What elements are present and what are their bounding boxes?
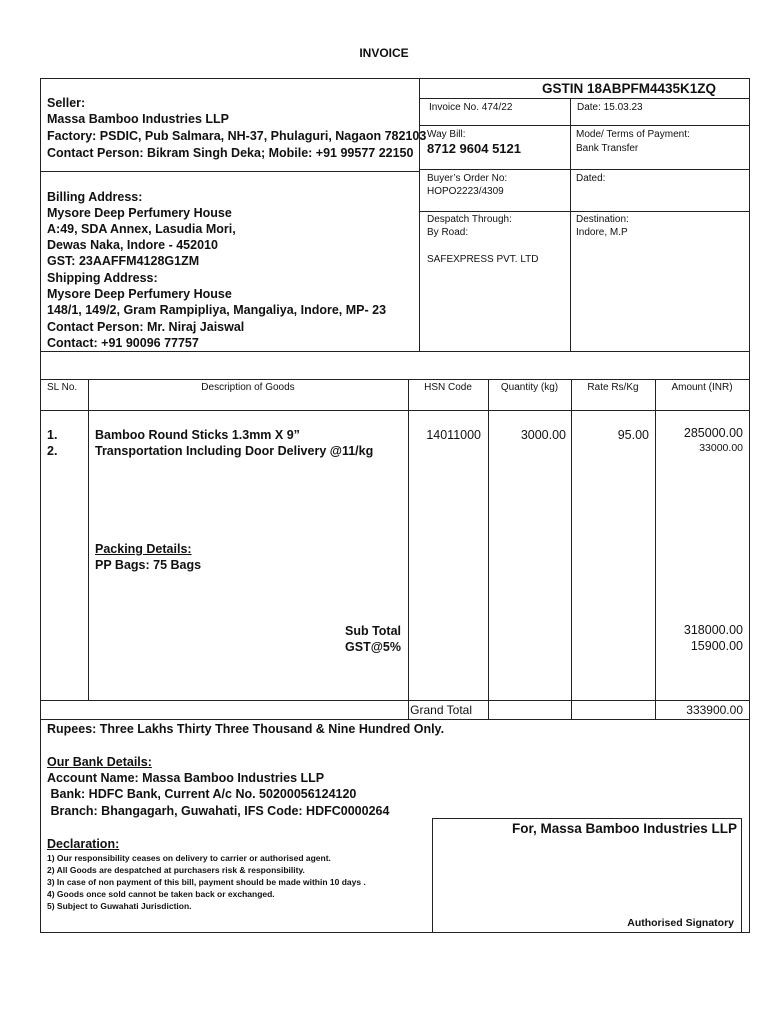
payment-mode-value: Bank Transfer	[576, 143, 639, 154]
packing-label: Packing Details:	[95, 542, 192, 556]
frame-right	[749, 78, 750, 933]
amount-in-words: Rupees: Three Lakhs Thirty Three Thousand & Nine Hundred Only.	[47, 722, 445, 736]
invoice-title: INVOICE	[359, 46, 409, 60]
billing-line1: A:49, SDA Annex, Lasudia Mori,	[47, 222, 236, 236]
grand-total-top	[40, 700, 750, 701]
col-desc-divider	[408, 379, 409, 720]
col-rate-divider	[655, 379, 656, 720]
table-head-top	[40, 379, 750, 380]
packing-value: PP Bags: 75 Bags	[95, 558, 202, 572]
despatch-mode: By Road:	[427, 227, 469, 238]
declaration-item: 2) All Goods are despatched at purchasers risk & responsibility.	[47, 865, 305, 875]
col-qty-divider	[571, 379, 572, 720]
declaration-item: 5) Subject to Guwahati Jurisdiction.	[47, 901, 192, 911]
item-1-description: Bamboo Round Sticks 1.3mm X 9”	[95, 428, 300, 442]
table-head-bottom	[40, 410, 750, 411]
subtotal-value: 318000.00	[683, 623, 743, 637]
billing-line2: Dewas Naka, Indore - 452010	[47, 238, 218, 252]
meta-col-divider	[570, 98, 571, 351]
meta-line-3	[419, 169, 750, 170]
destination-value: Indore, M.P	[576, 227, 628, 238]
payment-mode-label: Mode/ Terms of Payment:	[576, 129, 690, 140]
frame-left	[40, 78, 41, 933]
destination-label: Destination:	[576, 214, 629, 225]
declaration-list	[47, 852, 366, 912]
header-divider	[419, 78, 420, 351]
header-sl: SL No.	[47, 382, 78, 393]
gst-label: GST@5%	[345, 640, 401, 654]
billing-name: Mysore Deep Perfumery House	[47, 206, 232, 220]
grand-total-label: Grand Total	[410, 703, 472, 717]
authorised-signatory: Authorised Signatory	[627, 917, 734, 929]
seller-contact: Contact Person: Bikram Singh Deka; Mobile: +91 99577 22150	[47, 146, 414, 160]
frame-top	[40, 78, 750, 79]
invoice-date: Date: 15.03.23	[577, 102, 643, 113]
frame-bottom	[40, 932, 750, 933]
meta-line-2	[419, 125, 750, 126]
dated-label: Dated:	[576, 173, 606, 184]
declaration-item: 3) In case of non payment of this bill, payment should be made within 10 days .	[47, 877, 366, 887]
signature-for: For, Massa Bamboo Industries LLP	[511, 821, 737, 836]
shipping-label: Shipping Address:	[47, 271, 158, 285]
shipping-line1: 148/1, 149/2, Gram Rampipliya, Mangaliya, Indore, MP- 23	[47, 303, 387, 317]
gst-value: 15900.00	[690, 639, 743, 653]
item-1-quantity: 3000.00	[520, 428, 566, 442]
header-amount: Amount (INR)	[671, 382, 733, 393]
item-1-sl: 1.	[47, 428, 58, 442]
bank-branch: Branch: Bhangagarh, Guwahati, IFS Code: HDFC0000264	[47, 804, 390, 818]
despatch-label: Despatch Through:	[427, 214, 512, 225]
meta-line-4	[419, 211, 750, 212]
seller-billing-divider	[40, 171, 420, 172]
billing-gst: GST: 23AAFFM4128G1ZM	[47, 254, 200, 268]
gstin: GSTIN 18ABPFM4435K1ZQ	[542, 81, 717, 96]
way-bill-value: 8712 9604 5121	[427, 141, 521, 156]
item-1-rate: 95.00	[617, 428, 649, 442]
declaration-label: Declaration:	[47, 837, 120, 851]
item-2-sl: 2.	[47, 444, 58, 458]
grand-total-bottom	[40, 719, 750, 720]
seller-label: Seller:	[47, 96, 86, 110]
seller-name: Massa Bamboo Industries LLP	[47, 112, 229, 126]
col-sl-divider	[88, 379, 89, 700]
subtotal-label: Sub Total	[344, 624, 401, 638]
bank-account-name: Account Name: Massa Bamboo Industries LLP	[47, 771, 325, 785]
header-quantity: Quantity (kg)	[500, 382, 559, 393]
header-description: Description of Goods	[201, 382, 295, 393]
item-2-amount: 33000.00	[699, 442, 743, 454]
buyer-order-value: HOPO2223/4309	[427, 186, 504, 197]
declaration-item: 1) Our responsibility ceases on delivery to carrier or authorised agent.	[47, 853, 331, 863]
despatch-carrier: SAFEXPRESS PVT. LTD	[427, 254, 539, 265]
invoice-number: Invoice No. 474/22	[429, 102, 513, 113]
meta-line-1	[419, 98, 750, 99]
declaration-item: 4) Goods once sold cannot be taken back or exchanged.	[47, 889, 275, 899]
shipping-name: Mysore Deep Perfumery House	[47, 287, 232, 301]
header-hsn: HSN Code	[424, 382, 472, 393]
col-hsn-divider	[488, 379, 489, 720]
header-bottom	[40, 351, 750, 352]
item-2-description: Transportation Including Door Delivery @11/kg	[95, 444, 374, 458]
buyer-order-label: Buyer’s Order No:	[427, 173, 508, 184]
grand-total-value: 333900.00	[686, 703, 743, 717]
bank-label: Our Bank Details:	[47, 755, 152, 769]
header-rate: Rate Rs/Kg	[587, 382, 639, 393]
bank-account-number: Bank: HDFC Bank, Current A/c No. 50200056124120	[47, 787, 357, 801]
item-1-hsn: 14011000	[426, 428, 481, 442]
billing-label: Billing Address:	[47, 190, 143, 204]
seller-factory: Factory: PSDIC, Pub Salmara, NH-37, Phulaguri, Nagaon 782103	[47, 129, 427, 143]
way-bill-label: Way Bill:	[427, 129, 466, 140]
shipping-contact: Contact: +91 90096 77757	[47, 336, 199, 350]
item-1-amount: 285000.00	[683, 426, 743, 440]
shipping-contact-person: Contact Person: Mr. Niraj Jaiswal	[47, 320, 245, 334]
